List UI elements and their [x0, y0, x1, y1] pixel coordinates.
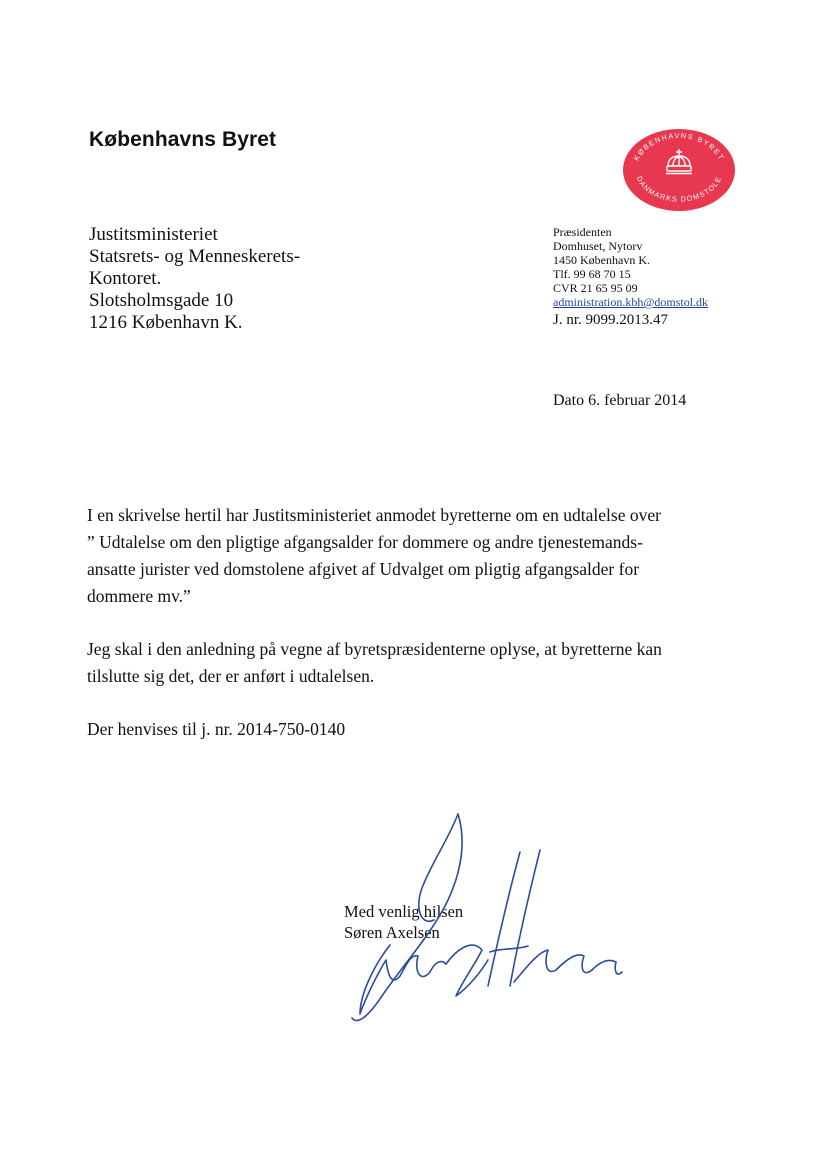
letter-body: [87, 502, 727, 769]
sender-title: Præsidenten: [553, 225, 612, 239]
body-line: tilslutte sig det, der er anført i udtalelsen.: [87, 666, 375, 686]
recipient-line: Statsrets- og Menneskerets-: [89, 246, 301, 267]
sender-address-city: 1450 København K.: [553, 253, 650, 267]
recipient-line: Kontoret.: [89, 268, 162, 289]
court-name: Københavns Byret: [89, 128, 277, 151]
body-line: ” Udtalelse om den pligtige afgangsalder for dommere og andre tjenestemands-: [87, 532, 643, 552]
body-line: I en skrivelse hertil har Justitsministeriet anmodet byretterne om en udtalelse over: [87, 505, 661, 525]
recipient-line: Justitsministeriet: [89, 224, 218, 245]
body-line: Jeg skal i den anledning på vegne af byretspræsidenterne oplyse, at byretterne kan: [87, 639, 662, 659]
body-paragraph: [87, 502, 727, 610]
sender-email-link[interactable]: administration.kbh@domstol.dk: [553, 295, 709, 309]
sender-block: [553, 225, 708, 329]
body-paragraph: [87, 716, 727, 743]
body-paragraph: [87, 636, 727, 690]
signatory-name: Søren Axelsen: [344, 923, 440, 942]
handwritten-signature: [330, 800, 630, 1040]
closing-greeting: Med venlig hilsen: [344, 902, 464, 921]
recipient-line: 1216 København K.: [89, 312, 243, 333]
recipient-line: Slotsholmsgade 10: [89, 290, 234, 311]
body-line: ansatte jurister ved domstolene afgivet af Udvalget om pligtig afgangsalder for: [87, 559, 640, 579]
sender-address-street: Domhuset, Nytorv: [553, 239, 643, 253]
seal-bottom-text: DANMARKS DOMSTOLE: [634, 174, 724, 204]
court-seal: [621, 128, 737, 212]
seal-top-text: KØBENHAVNS BYRET: [631, 130, 727, 163]
sender-phone: Tlf. 99 68 70 15: [553, 267, 631, 281]
body-line: Der henvises til j. nr. 2014-750-0140: [87, 719, 346, 739]
letter-date: Dato 6. februar 2014: [553, 392, 687, 409]
body-line: dommere mv.”: [87, 586, 191, 606]
recipient-address: [89, 224, 300, 334]
sender-cvr: CVR 21 65 95 09: [553, 281, 638, 295]
journal-number: J. nr. 9099.2013.47: [553, 312, 669, 328]
